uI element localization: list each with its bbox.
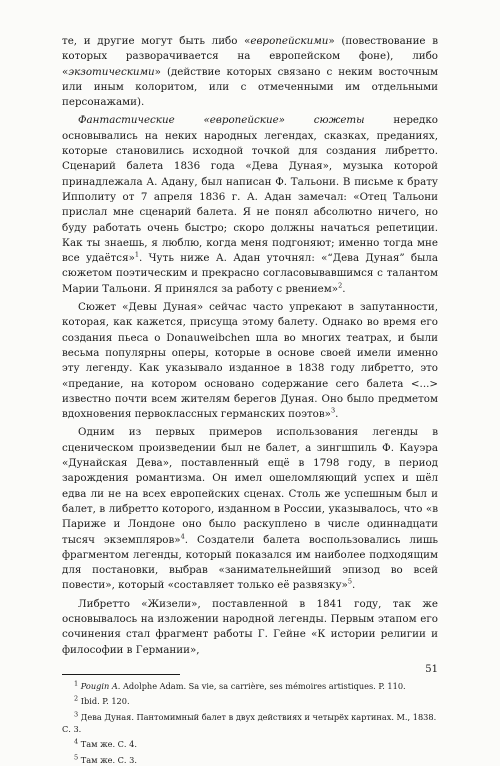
body-text [62,34,438,658]
text-run: » (действие которых связано с неким восточным или иным колоритом, или с отмеченными им отдельными персонажами). [62,65,438,109]
footnote-separator [62,674,180,675]
text-run: . Создатели балета воспользовались лишь фрагментом легенды, который показался им наиболее подходящим для постановки, выбрав «занимательнейший эпизод во всей повести», который «составляет только её развязку» [62,533,438,592]
paragraph [62,300,438,422]
text-run: нередко основывались на неких народных легендах, сказках, преданиях, которые становились исходной точкой для создания либретто. Сценарий балета 1836 года «Дева Дуная», музыка которой принадлежала А. Адану, был написан Ф. Тальони. В письме к брату Ипполиту от 7 апреля 1836 г. А. Адан замечал: «Отец Тальони прислал мне сценарий балета. Я не понял абсолютно ничего, но буду работать очень быстро; скоро должны начаться репетиции. Как ты знаешь, я люблю, когда меня подгоняют; именно тогда мне все удаётся» [62,114,438,265]
text-run: экзотическими [68,65,155,78]
text-run: . [351,579,356,592]
paragraph [62,34,438,110]
paragraph [62,113,438,297]
text-run: Там же. С. 4. [80,739,137,750]
text-run: Ibid. P. 120. [80,696,130,707]
text-run: те, и другие могут быть либо « [62,35,251,47]
footnote-number: 2 [74,694,79,703]
footnote-reference: 3 [330,406,336,415]
text-run: Adolphe Adam. Sa vie, sa carrière, ses mémoires artistiques. P. 110. [120,680,406,691]
text-run: » (повествование в которых разворачивается на европейском фоне), либо « [62,35,438,78]
text-run: . [335,408,339,421]
footnote [62,695,438,707]
text-run: Фантастические «европейские» сюжеты [78,114,365,127]
page-number: 51 [425,664,438,675]
text-run: . [342,282,346,295]
footnote-reference: 2 [338,281,343,290]
text-run: . Чуть ниже А. Адан уточнял: «“Дева Дуная” была сюжетом поэтическим и прекрасно согласовывавшимся с талантом Марии Тальони. Я принялся за работу с рвением» [62,252,438,295]
text-run: Pougin A. [80,680,121,691]
paragraph [62,597,438,658]
footnote-reference: 5 [347,577,352,586]
footnote-number: 3 [74,710,79,719]
footnote-number: 4 [74,737,79,746]
text-run: Либретто «Жизели», поставленной в 1841 году, так же основывалось на изложении народной легенды. Первым этапом его сочинения стал фрагмент работы Г. Гейне «К истории религии и философии в Германии», [62,597,438,656]
footnotes [62,680,438,766]
footnote [62,754,438,766]
text-run: Там же. С. 3. [80,754,137,765]
footnote-number: 1 [74,679,79,688]
footnote [62,680,438,692]
paragraph [62,425,438,593]
text-run: европейскими [250,35,329,47]
footnote-reference: 4 [180,532,185,541]
text-run: Сюжет «Девы Дуная» сейчас часто упрекают в запутанности, которая, как кажется, присуща этому балету. Однако во время его создания пьеса о Donauweibchen шла во многих театрах, и были весьма популярны оперы, которые в основе своей имели именно эту легенду. Как указывало изданное в 1838 году либретто, это «предание, на котором основано содержание сего балета <...> известно почти всем жителям берегов Дуная. Оно было предметом вдохновения первоклассных германских поэтов» [62,301,438,421]
text-run: Одним из первых примеров использования легенды в сценическом произведении был не балет, а зингшпиль Ф. Кауэра «Дунайская Дева», поставленный ещё в 1798 году, в период зарождения романтизма. Он имел ошеломляющий успех и шёл едва ли не на всех европейских сценах. Столь же успешным был и балет, в либретто которого, изданном в России, указывалось, что «в Париже и Лондоне оно было раскуплено в числе одиннадцати тысяч экземпляров» [62,426,438,546]
footnote-reference: 1 [134,250,140,259]
footnote [62,738,438,750]
text-run: Дева Дуная. Пантомимный балет в двух действиях и четырёх картинах. М., 1838. С. 3. [62,711,437,734]
footnote [62,711,438,735]
footnote-number: 5 [74,753,79,762]
